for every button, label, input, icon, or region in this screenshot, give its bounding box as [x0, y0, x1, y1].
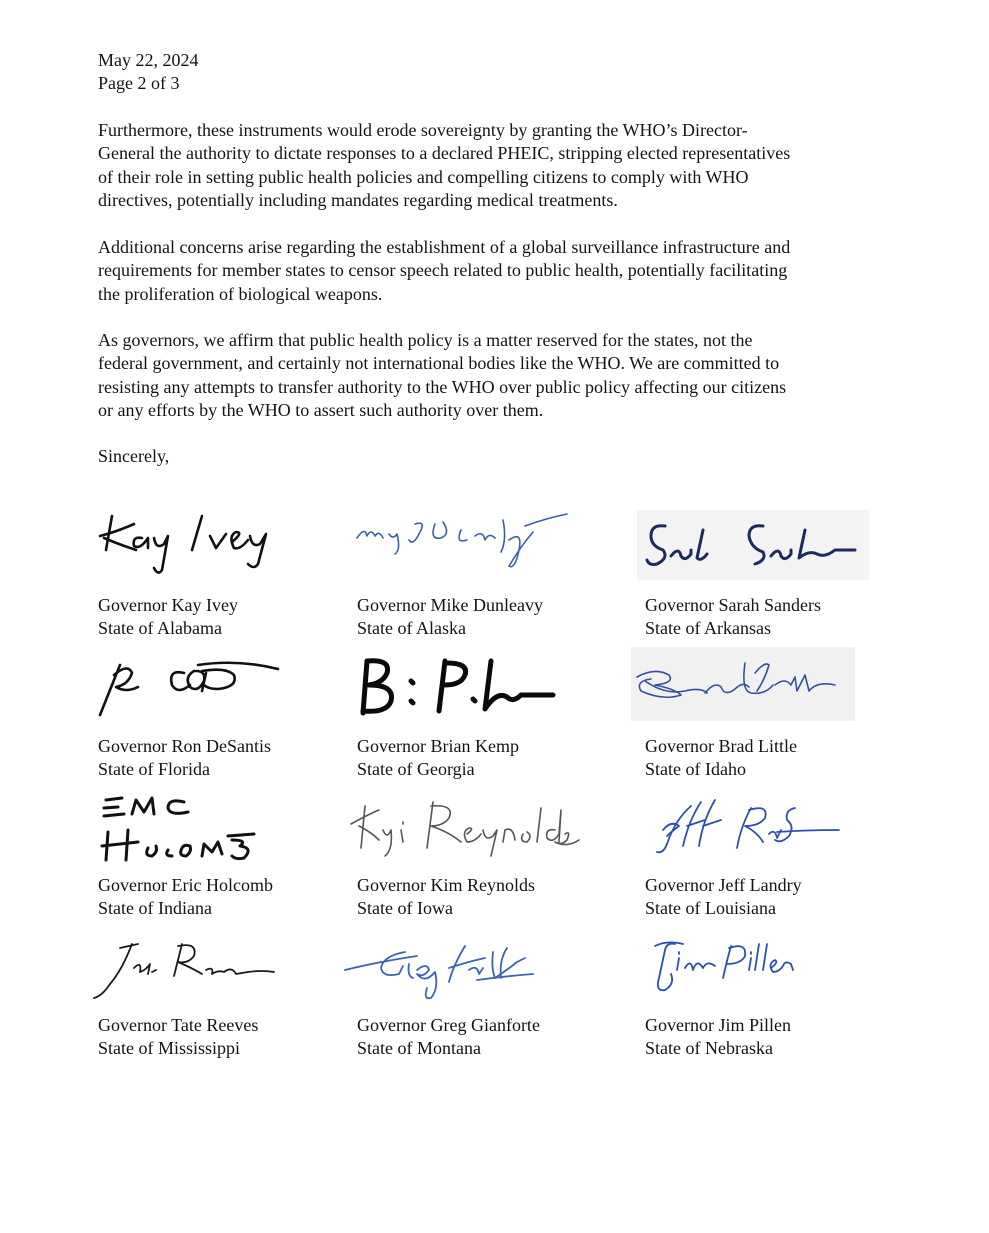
- signatory-name: Governor Jim Pillen: [645, 1015, 791, 1035]
- paragraph-sovereignty: [98, 119, 898, 213]
- paragraph-line: Furthermore, these instruments would erode sovereignty by granting the WHO’s Director-: [98, 120, 748, 140]
- signatory-state: State of Arkansas: [645, 618, 771, 638]
- paragraph-line: resisting any attempts to transfer authority to the WHO over public policy affecting our citizens: [98, 376, 787, 397]
- signature-landry-image: [645, 790, 845, 865]
- signature-block-ivey: [98, 510, 358, 650]
- signature-block-sanders: [645, 510, 905, 650]
- signature-kemp-image: [357, 651, 567, 721]
- letter-header: [98, 49, 199, 95]
- paragraph-line: As governors, we affirm that public health policy is a matter reserved for the states, not the: [98, 330, 753, 350]
- signature-block-desantis: [98, 651, 358, 791]
- paragraph-line: directives, potentially including mandates regarding medical treatments.: [98, 190, 618, 211]
- paragraph-line: of their role in setting public health policies and compelling citizens to comply with WHO: [98, 166, 749, 187]
- signature-gianforte-image: [357, 930, 557, 1005]
- signatory-state: State of Indiana: [98, 898, 212, 918]
- paragraph-surveillance: [98, 236, 898, 306]
- signature-block-reynolds: [357, 790, 617, 930]
- signatory-caption: [357, 735, 519, 781]
- signatory-name: Governor Eric Holcomb: [98, 875, 273, 895]
- letter-date: May 22, 2024: [98, 50, 199, 70]
- signatory-caption: [98, 594, 238, 640]
- signature-block-dunleavy: [357, 510, 617, 650]
- signatory-state: State of Alaska: [357, 618, 466, 638]
- signature-ivey-image: [98, 510, 298, 580]
- signatory-caption: [645, 874, 802, 920]
- signature-little-image: [645, 651, 855, 721]
- signatory-state: State of Idaho: [645, 759, 746, 779]
- signature-dunleavy-image: [357, 510, 577, 580]
- paragraph-line: federal government, and certainly not international bodies like the WHO. We are committed to: [98, 353, 780, 374]
- signatory-state: State of Alabama: [98, 618, 222, 638]
- signature-pillen-image: [645, 930, 845, 1005]
- signatory-caption: [645, 594, 821, 640]
- signature-reynolds-image: [357, 790, 577, 865]
- signatory-caption: [357, 874, 535, 920]
- signatory-caption: [98, 735, 271, 781]
- signatory-name: Governor Greg Gianforte: [357, 1015, 540, 1035]
- signatory-state: State of Mississippi: [98, 1038, 241, 1058]
- signature-desantis-image: [98, 651, 298, 721]
- signature-sanders-image: [645, 510, 865, 580]
- signatory-name: Governor Brian Kemp: [357, 736, 519, 756]
- signature-block-pillen: [645, 930, 905, 1070]
- signatory-name: Governor Tate Reeves: [98, 1015, 259, 1035]
- signatory-state: State of Georgia: [357, 759, 475, 779]
- signatory-state: State of Louisiana: [645, 898, 776, 918]
- signatory-name: Governor Sarah Sanders: [645, 595, 821, 615]
- signatory-name: Governor Jeff Landry: [645, 875, 802, 895]
- signatory-name: Governor Kay Ivey: [98, 595, 238, 615]
- signatory-caption: [357, 1014, 540, 1060]
- signature-block-gianforte: [357, 930, 617, 1070]
- signature-block-reeves: [98, 930, 358, 1070]
- signatory-caption: [98, 1014, 258, 1060]
- page-number: Page 2 of 3: [98, 73, 180, 93]
- signatory-caption: [357, 594, 543, 640]
- signatory-name: Governor Ron DeSantis: [98, 736, 271, 756]
- signatory-name: Governor Brad Little: [645, 736, 797, 756]
- signature-block-landry: [645, 790, 905, 930]
- signature-block-holcomb: [98, 790, 358, 930]
- signatory-state: State of Nebraska: [645, 1038, 773, 1058]
- signatory-caption: [645, 735, 797, 781]
- signature-holcomb-image: [98, 790, 298, 865]
- signatory-caption: [645, 1014, 791, 1060]
- signatory-state: State of Montana: [357, 1038, 481, 1058]
- signatory-name: Governor Kim Reynolds: [357, 875, 535, 895]
- signature-reeves-image: [98, 930, 298, 1005]
- signatory-state: State of Florida: [98, 759, 210, 779]
- paragraph-line: General the authority to dictate responses to a declared PHEIC, stripping elected representatives: [98, 143, 791, 164]
- paragraph-governors: [98, 329, 898, 423]
- paragraph-line: requirements for member states to censor speech related to public health, potentially facilitating: [98, 260, 788, 281]
- signatory-state: State of Iowa: [357, 898, 453, 918]
- paragraph-line: the proliferation of biological weapons.: [98, 283, 383, 304]
- signature-block-kemp: [357, 651, 617, 791]
- paragraph-line: Additional concerns arise regarding the establishment of a global surveillance infrastructure and: [98, 237, 791, 257]
- signatory-caption: [98, 874, 273, 920]
- signatory-name: Governor Mike Dunleavy: [357, 595, 543, 615]
- paragraph-line: or any efforts by the WHO to assert such authority over them.: [98, 400, 544, 421]
- closing-salutation: Sincerely,: [98, 446, 170, 466]
- signature-block-little: [645, 651, 905, 791]
